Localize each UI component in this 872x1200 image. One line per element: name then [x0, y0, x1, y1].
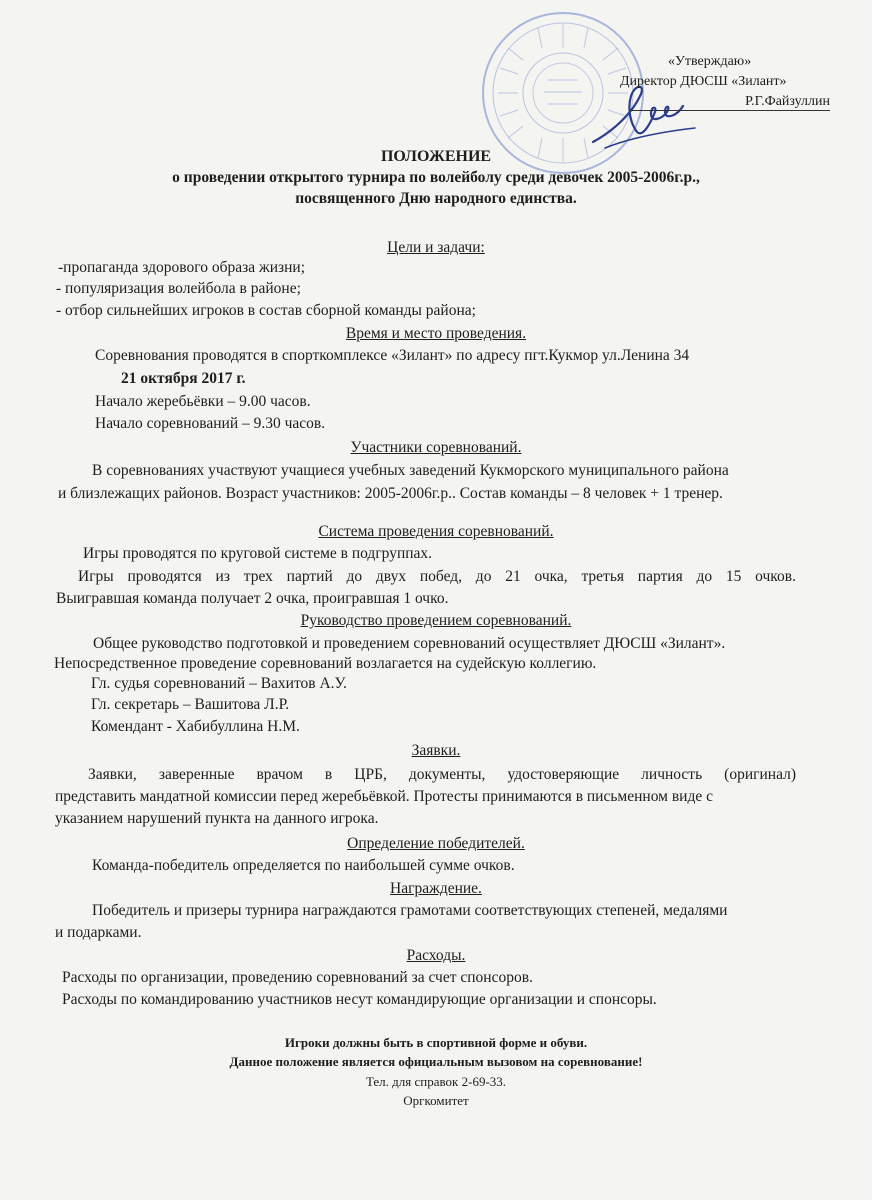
awards-line-1: Победитель и призеры турнира награждаются грамотами соответствующих степеней, медалями — [92, 902, 728, 919]
system-line-2: Игры проводятся из трех партий до двух побед, до 21 очка, третья партия до 15 очков. — [78, 568, 796, 585]
system-heading — [0, 522, 872, 542]
management-heading-text: Руководство проведением соревнований. — [300, 612, 572, 629]
awards-heading-text: Награждение. — [390, 880, 482, 897]
expenses-line-1: Расходы по организации, проведению соревнований за счет спонсоров. — [62, 969, 533, 986]
goals-item: - популяризация волейбола в районе; — [56, 280, 301, 297]
chief-secretary: Гл. секретарь – Вашитова Л.Р. — [91, 696, 290, 713]
winners-heading — [0, 834, 872, 854]
event-date: 21 октября 2017 г. — [121, 370, 246, 387]
winners-heading-text: Определение победителей. — [347, 835, 525, 852]
approval-signature-line — [630, 92, 830, 111]
management-line-2: Непосредственное проведение соревнований возлагается на судейскую коллегию. — [54, 655, 597, 672]
goals-heading-text: Цели и задачи: — [387, 239, 485, 256]
approval-title: «Утверждаю» — [668, 54, 752, 69]
participants-heading-text: Участники соревнований. — [350, 439, 522, 456]
participants-heading — [0, 438, 872, 458]
footer-line-1: Игроки должны быть в спортивной форме и обуви. — [284, 1035, 588, 1050]
title-heading: ПОЛОЖЕНИЕ — [380, 148, 492, 165]
footer-phone: Тел. для справок 2-69-33. — [365, 1074, 507, 1089]
time-place-heading — [0, 324, 872, 344]
location-text: Соревнования проводятся в спорткомплексе «Зилант» по адресу пгт.Кукмор ул.Ленина 34 — [95, 347, 690, 364]
title-line-2: посвященного Дню народного единства. — [295, 190, 577, 207]
applications-line-3: указанием нарушений пункта на данного игрока. — [55, 810, 379, 827]
commandant: Комендант - Хабибуллина Н.М. — [91, 718, 300, 735]
system-heading-text: Система проведения соревнований. — [318, 523, 554, 540]
awards-line-2: и подарками. — [55, 924, 142, 941]
start-time: Начало соревнований – 9.30 часов. — [95, 415, 326, 432]
expenses-heading — [0, 946, 872, 966]
management-line-1: Общее руководство подготовкой и проведением соревнований осуществляет ДЮСШ «Зилант». — [93, 635, 726, 652]
goals-item: - отбор сильнейших игроков в состав сборной команды района; — [56, 302, 476, 319]
applications-line-1: Заявки, заверенные врачом в ЦРБ, документы, удостоверяющие личность (оригинал) — [88, 766, 796, 783]
document-title — [0, 146, 872, 209]
management-heading — [0, 611, 872, 631]
approval-position: Директор ДЮСШ «Зилант» — [620, 74, 787, 89]
chief-judge: Гл. судья соревнований – Вахитов А.У. — [91, 675, 347, 692]
winners-line-1: Команда-победитель определяется по наибольшей сумме очков. — [92, 857, 515, 874]
participants-line-1: В соревнованиях участвуют учащиеся учебных заведений Кукморского муниципального района — [92, 462, 729, 479]
footer-line-2: Данное положение является официальным вызовом на соревнование! — [229, 1054, 643, 1069]
title-line-1: о проведении открытого турнира по волейболу среди девочек 2005-2006г.р., — [172, 169, 700, 186]
expenses-line-2: Расходы по командированию участников несут командирующие организации и спонсоры. — [62, 991, 657, 1008]
time-place-heading-text: Время и место проведения. — [345, 325, 527, 342]
expenses-heading-text: Расходы. — [406, 947, 466, 964]
applications-heading-text: Заявки. — [411, 742, 461, 759]
applications-heading — [0, 741, 872, 761]
system-line-1: Игры проводятся по круговой системе в подгруппах. — [83, 545, 433, 562]
goals-heading — [0, 238, 872, 258]
goals-item: -пропаганда здорового образа жизни; — [58, 259, 306, 276]
approval-signer: Р.Г.Файзуллин — [745, 94, 830, 109]
footer-committee: Оргкомитет — [403, 1093, 469, 1108]
participants-line-2: и близлежащих районов. Возраст участников: 2005-2006г.р.. Состав команды – 8 человек + 1 тренер. — [58, 485, 723, 502]
system-line-3: Выигравшая команда получает 2 очка, проигравшая 1 очко. — [56, 590, 449, 607]
draw-time: Начало жеребьёвки – 9.00 часов. — [95, 393, 311, 410]
applications-line-2: представить мандатной комиссии перед жеребьёвкой. Протесты принимаются в письменном виде с — [55, 788, 713, 805]
awards-heading — [0, 879, 872, 899]
